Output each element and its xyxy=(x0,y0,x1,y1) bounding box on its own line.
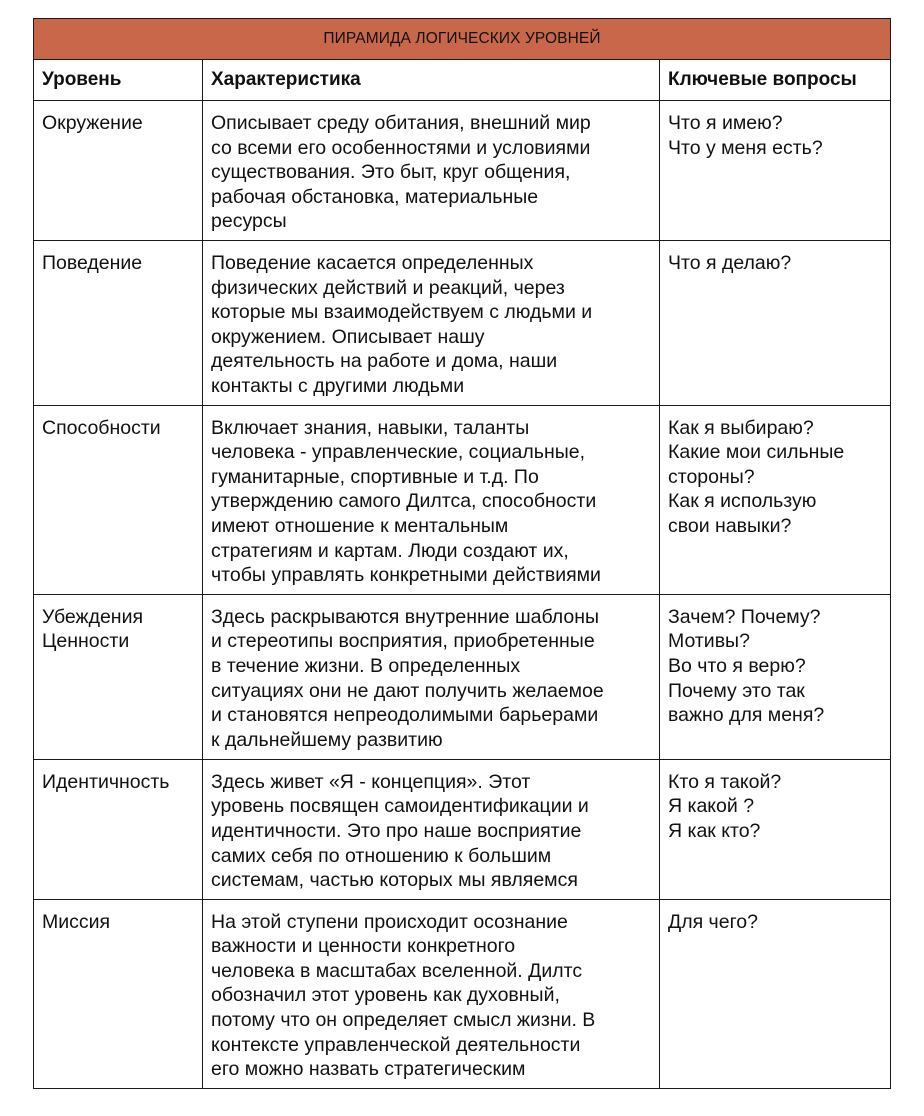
level-name: Идентичность xyxy=(42,770,170,793)
key-question: Я какой ? xyxy=(668,795,755,818)
questions-cell xyxy=(660,241,891,406)
questions-cell xyxy=(660,405,891,594)
table-row xyxy=(34,405,891,594)
table-title: ПИРАМИДА ЛОГИЧЕСКИХ УРОВНЕЙ xyxy=(34,19,891,60)
key-question: Для чего? xyxy=(668,910,758,933)
level-description: Включает знания, навыки, таланты человека - управленческие, социальные, гуманитарные, спортивные и т.д. По утверждению самого Дилтса, способности имеют отношение к ментальным стратегиям и картам. Люди создают их, чтобы управлять конкретными действиями xyxy=(211,416,601,587)
column-header-level: Уровень xyxy=(34,60,203,101)
key-question: Как я использую xyxy=(668,490,817,513)
key-question: Я как кто? xyxy=(668,819,761,842)
key-question: свои навыки? xyxy=(668,514,792,537)
key-question: Мотивы? xyxy=(668,630,750,653)
description-cell xyxy=(203,899,660,1088)
description-cell xyxy=(203,101,660,241)
questions-cell xyxy=(660,101,891,241)
level-description: Здесь раскрываются внутренние шаблоны и стереотипы восприятия, приобретенные в течение жизни. В определенных ситуациях они не дают получить желаемое и становятся непреодолимыми барьерами к дальнейшему развитию xyxy=(211,605,604,751)
key-question: стороны? xyxy=(668,465,755,488)
questions-cell xyxy=(660,594,891,759)
key-question: Что у меня есть? xyxy=(668,136,823,159)
level-cell xyxy=(34,241,203,406)
level-name: Убеждения Ценности xyxy=(42,605,144,653)
key-question: Кто я такой? xyxy=(668,770,782,793)
level-name: Миссия xyxy=(42,910,111,933)
description-cell xyxy=(203,594,660,759)
table-row xyxy=(34,594,891,759)
column-header-description: Характеристика xyxy=(203,60,660,101)
table-row xyxy=(34,101,891,241)
level-description: Описывает среду обитания, внешний мир со всеми его особенностями и условиями существования. Это быт, круг общения, рабочая обстановка, материальные ресурсы xyxy=(211,112,591,233)
description-cell xyxy=(203,759,660,899)
questions-cell xyxy=(660,899,891,1088)
key-question: важно для меня? xyxy=(668,704,825,727)
questions-cell xyxy=(660,759,891,899)
key-question: Зачем? Почему? xyxy=(668,605,821,628)
level-cell xyxy=(34,759,203,899)
column-header-questions: Ключевые вопросы xyxy=(660,60,891,101)
level-cell xyxy=(34,101,203,241)
key-question: Что я делаю? xyxy=(668,252,792,274)
header-row xyxy=(34,60,891,101)
description-cell xyxy=(203,405,660,594)
level-name: Поведение xyxy=(42,252,143,274)
level-name: Способности xyxy=(42,416,161,439)
level-cell xyxy=(34,899,203,1088)
key-question: Какие мои сильные xyxy=(668,441,845,464)
table-row xyxy=(34,899,891,1088)
key-question: Почему это так xyxy=(668,679,805,702)
table-row xyxy=(34,759,891,899)
level-name: Окружение xyxy=(42,112,143,134)
table-row xyxy=(34,241,891,406)
key-question: Что я имею? xyxy=(668,112,783,134)
level-description: Здесь живет «Я - концепция». Этот уровень посвящен самоидентификации и идентичности. Это про наше восприятие самих себя по отношению к большим системам, частью которых мы являемся xyxy=(211,770,589,892)
key-question: Как я выбираю? xyxy=(668,416,814,439)
description-cell xyxy=(203,241,660,406)
logical-levels-table xyxy=(33,18,891,1089)
key-question: Во что я верю? xyxy=(668,654,806,677)
level-cell xyxy=(34,594,203,759)
title-row xyxy=(34,19,891,60)
level-description: На этой ступени происходит осознание важности и ценности конкретного человека в масштабах вселенной. Дилтс обозначил этот уровень как духовный, потому что он определяет смысл жизни. В контексте управленческой деятельности его можно назвать стратегическим xyxy=(211,910,596,1081)
level-description: Поведение касается определенных физических действий и реакций, через которые мы взаимодействуем с людьми и окружением. Описывает нашу деятельность на работе и дома, наши контакты с другими людьми xyxy=(211,252,593,397)
level-cell xyxy=(34,405,203,594)
